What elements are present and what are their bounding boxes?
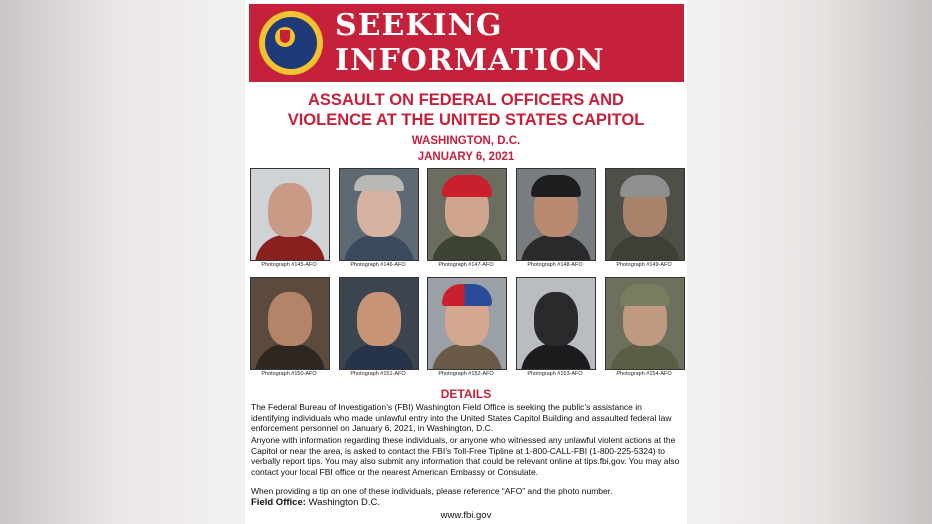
photo-caption: Photograph #151-AFO <box>350 371 406 377</box>
fbi-website-link[interactable]: www.fbi.gov <box>440 510 492 521</box>
suspect-photo-147 <box>427 168 507 261</box>
details-paragraph-2: Anyone with information regarding these individuals, or anyone who witnessed any unlawful violent actions at the Capitol or near the area, is asked to contact the FBI’s Toll-Free Tipline at 1-800-CALL-FBI (1-800-225-5324) to verbally report tips. You may also submit any information that could be relevant online at tips.fbi.gov. You may also contact your local FBI office or the nearest American Embassy or Consulate. <box>251 435 680 477</box>
date: JANUARY 6, 2021 <box>417 151 515 163</box>
wanted-poster <box>245 0 687 524</box>
headline-line2: VIOLENCE AT THE UNITED STATES CAPITOL <box>287 111 645 129</box>
suspect-photo-152 <box>427 277 507 370</box>
photo-caption: Photograph #152-AFO <box>438 371 494 377</box>
suspect-photo-153 <box>516 277 596 370</box>
photo-caption: Photograph #149-AFO <box>616 262 672 268</box>
headline-line1: ASSAULT ON FEDERAL OFFICERS AND <box>308 91 624 109</box>
details-heading: DETAILS <box>440 387 492 401</box>
seeking-information-banner <box>249 4 684 82</box>
suspect-photo-145 <box>250 168 330 261</box>
photo-caption: Photograph #148-AFO <box>527 262 583 268</box>
suspect-photo-149 <box>605 168 685 261</box>
photo-caption: Photograph #146-AFO <box>350 262 406 268</box>
banner-title-line2: INFORMATION <box>335 43 605 78</box>
suspect-photo-146 <box>339 168 419 261</box>
fbi-seal-icon <box>259 11 323 75</box>
banner-title-line1: SEEKING <box>335 8 503 43</box>
photo-caption: Photograph #154-AFO <box>616 371 672 377</box>
field-office-label: Field Office: <box>251 497 306 508</box>
details-paragraph-1: The Federal Bureau of Investigation’s (FBI) Washington Field Office is seeking the public’s assistance in identifying individuals who made unlawful entry into the United States Capitol Building and assaulted federal law enforcement personnel on January 6, 2021, in Washington, D.C. <box>251 402 672 434</box>
details-paragraph-3: When providing a tip on one of these individuals, please reference “AFO” and the photo number. <box>251 486 613 496</box>
field-office-value: Washington D.C. <box>308 497 381 508</box>
field-office <box>251 497 380 508</box>
photo-caption: Photograph #150-AFO <box>261 371 317 377</box>
suspect-photo-150 <box>250 277 330 370</box>
photo-caption: Photograph #145-AFO <box>261 262 317 268</box>
location: WASHINGTON, D.C. <box>411 135 521 147</box>
photo-caption: Photograph #153-AFO <box>527 371 583 377</box>
photo-caption: Photograph #147-AFO <box>438 262 494 268</box>
suspect-photo-154 <box>605 277 685 370</box>
suspect-photo-148 <box>516 168 596 261</box>
suspect-photo-151 <box>339 277 419 370</box>
